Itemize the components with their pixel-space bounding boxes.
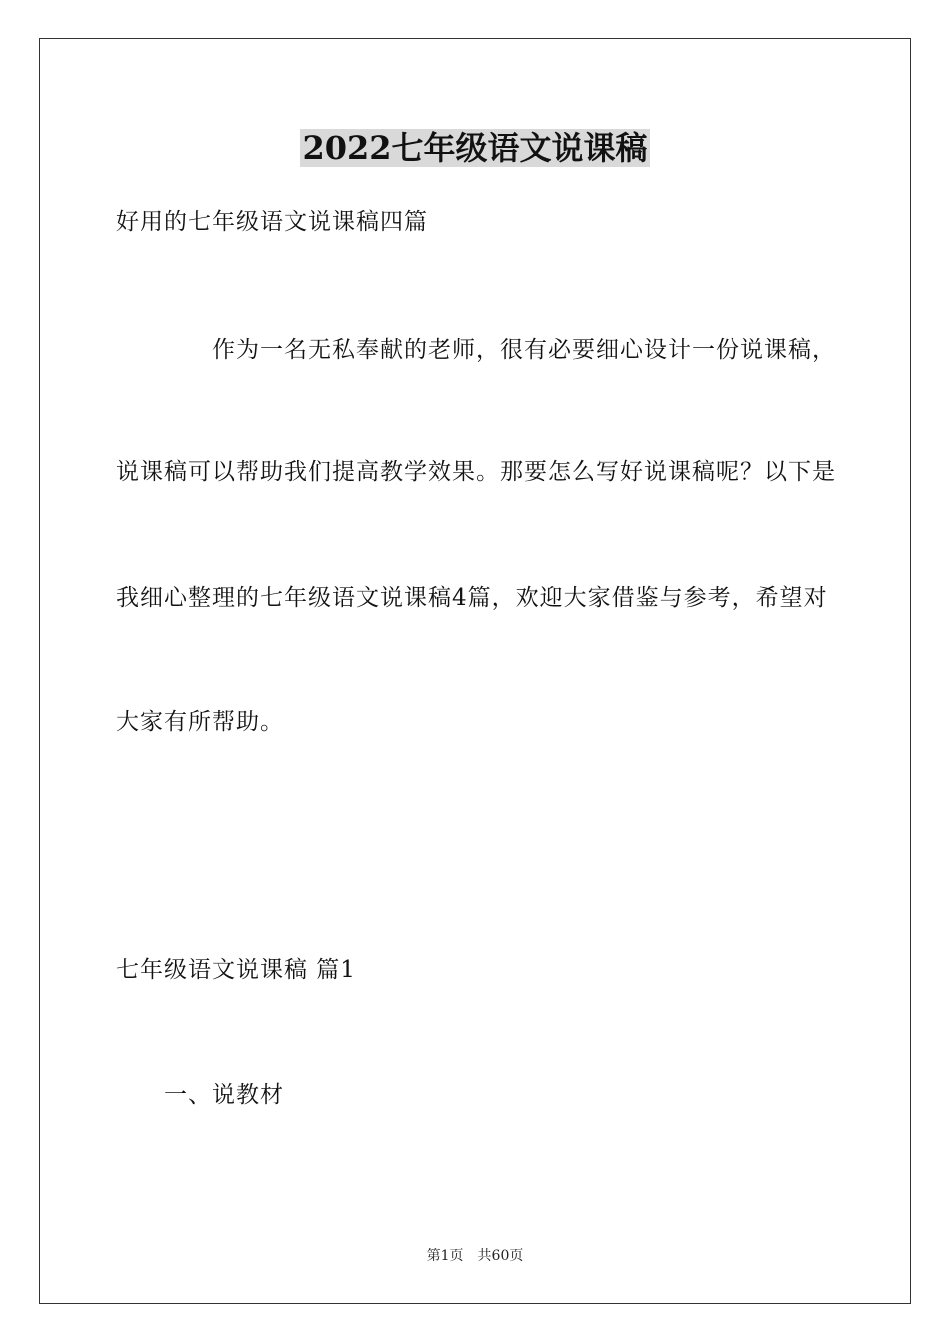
- paragraph-line-3: 我细心整理的七年级语文说课稿4篇，欢迎大家借鉴与参考，希望对: [116, 585, 828, 611]
- page-number: 第1页: [426, 1248, 464, 1264]
- paragraph-line-2: 说课稿可以帮助我们提高教学效果。那要怎么写好说课稿呢？以下是: [116, 459, 836, 485]
- subsection-heading: 一、说教材: [164, 1082, 284, 1108]
- document-subtitle: 好用的七年级语文说课稿四篇: [116, 209, 428, 235]
- document-title-text: 2022七年级语文说课稿: [302, 129, 648, 167]
- paragraph-line-1: 作为一名无私奉献的老师，很有必要细心设计一份说课稿，: [212, 337, 836, 363]
- section-heading: 七年级语文说课稿 篇1: [116, 957, 356, 983]
- page-footer: [0, 1246, 950, 1266]
- paragraph-line-4: 大家有所帮助。: [116, 709, 284, 735]
- total-pages: 共60页: [477, 1248, 524, 1264]
- document-title: [0, 126, 950, 170]
